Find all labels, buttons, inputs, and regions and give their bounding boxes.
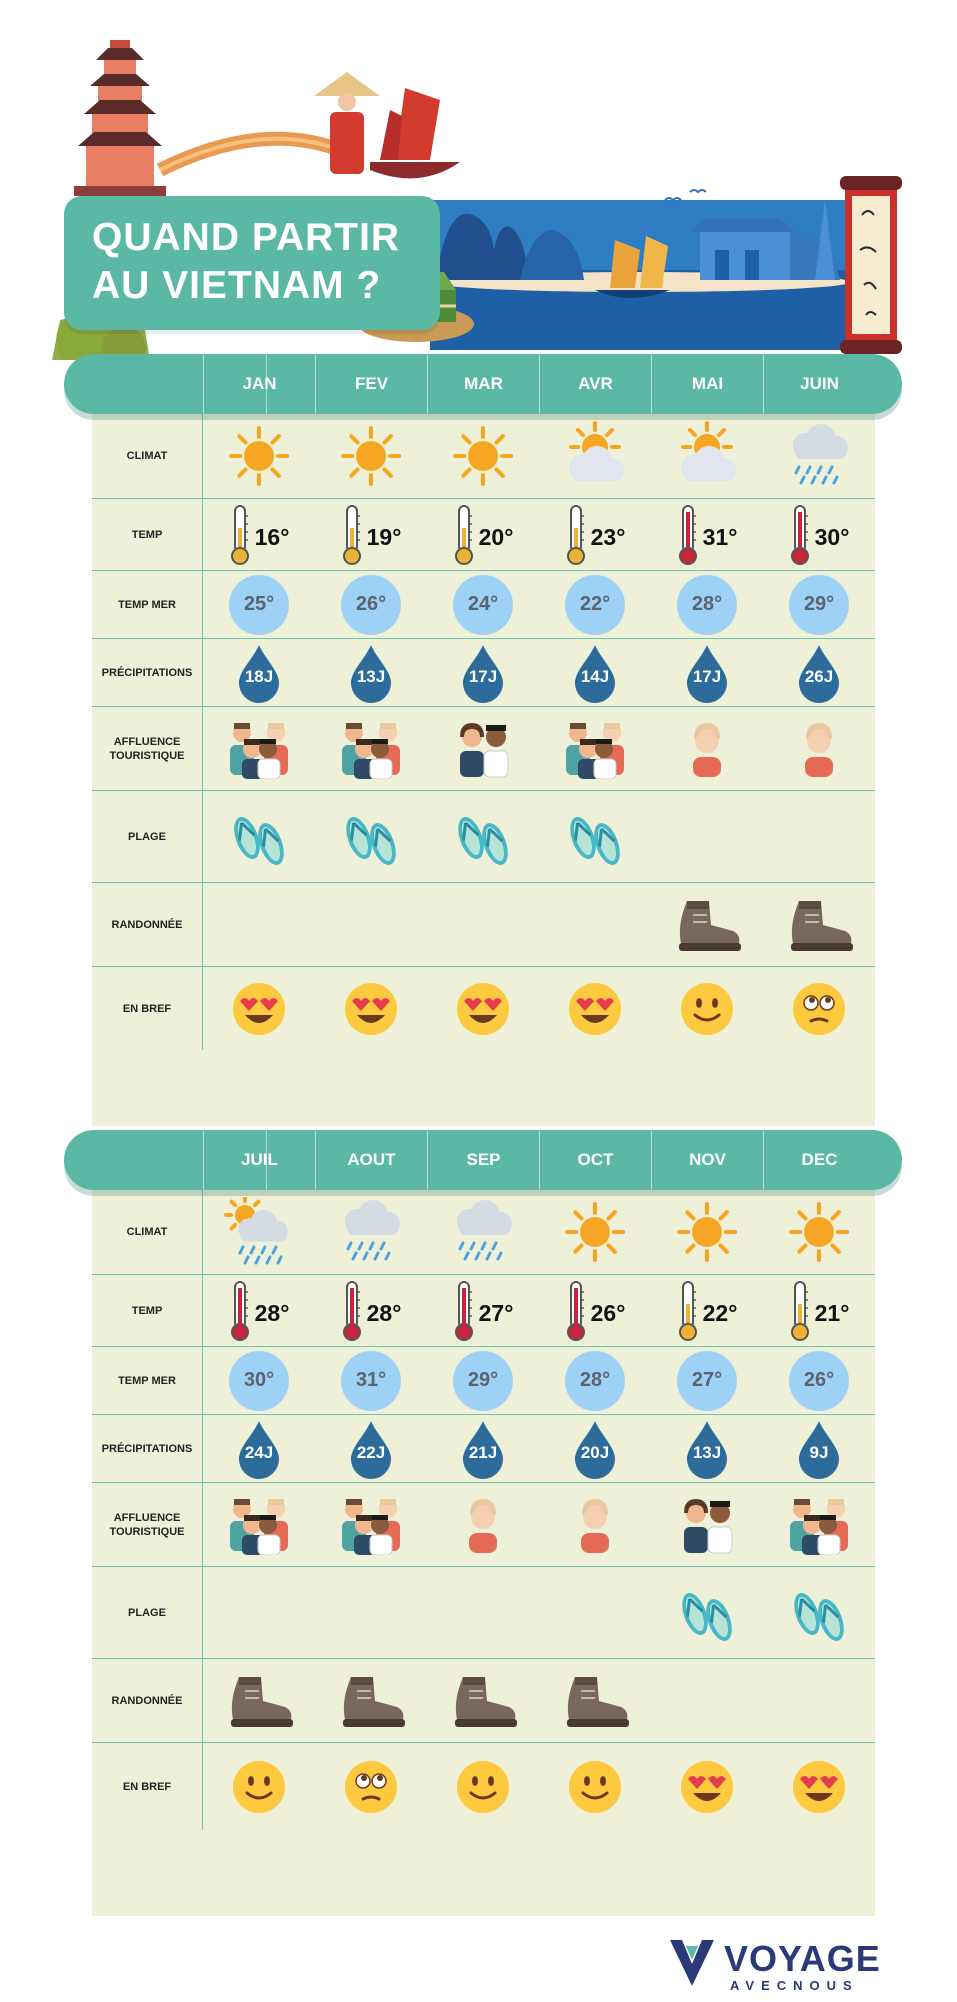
row-label [92, 707, 203, 790]
row-label-text: RANDONNÉE [111, 918, 183, 931]
raindrop-icon [571, 643, 619, 703]
sun-icon [784, 1197, 854, 1267]
cell [427, 1190, 539, 1274]
cell [651, 1743, 763, 1830]
flip-flops-icon [453, 804, 513, 870]
row-plage [92, 1566, 875, 1658]
cell [651, 639, 763, 706]
row-label-text: PRÉCIPITATIONS [101, 1442, 193, 1455]
cell [539, 1415, 651, 1482]
month-label: DEC [763, 1130, 875, 1190]
row-label-text: EN BREF [122, 1780, 172, 1793]
row-label [92, 1483, 203, 1566]
row-temp [92, 1274, 875, 1346]
sea-temperature-badge: 28° [565, 1351, 625, 1411]
cell [763, 967, 875, 1050]
cell [315, 1483, 427, 1566]
temperature-value: 31° [702, 524, 738, 550]
row-randonnee [92, 882, 875, 966]
cell [651, 1415, 763, 1482]
month-label: AVR [539, 354, 651, 414]
flip-flops-icon [565, 804, 625, 870]
month-label: OCT [539, 1130, 651, 1190]
cell [539, 639, 651, 706]
month-band-1 [64, 354, 902, 414]
weather-table-2 [92, 1160, 875, 1916]
row-cells [203, 967, 875, 1050]
row-en-bref [92, 966, 875, 1050]
cell [427, 883, 539, 966]
row-label [92, 1743, 203, 1830]
rain-days-value: 17J [692, 666, 722, 686]
couple-icon [672, 1495, 742, 1555]
row-climat [92, 1190, 875, 1274]
cell [539, 1659, 651, 1742]
hiking-boot-icon [669, 895, 745, 955]
cell [539, 1275, 651, 1346]
sea-temperature-badge: 26° [789, 1351, 849, 1411]
row-label [92, 1567, 203, 1658]
row-cells [203, 499, 875, 570]
smile-emoji-icon [677, 979, 737, 1039]
row-temp-mer [92, 570, 875, 638]
cell [539, 883, 651, 966]
sea-temperature-badge: 22° [565, 575, 625, 635]
row-cells [203, 707, 875, 790]
cell [539, 1483, 651, 1566]
cell [763, 1275, 875, 1346]
cell [315, 883, 427, 966]
temperature-value: 26° [590, 1300, 626, 1326]
row-label-text: AFFLUENCE [113, 735, 181, 748]
row-precipitations [92, 1414, 875, 1482]
logo-subtitle: AVECNOUS [730, 1978, 859, 1993]
row-label-text: PRÉCIPITATIONS [101, 666, 193, 679]
sun-icon [224, 421, 294, 491]
row-cells [203, 1190, 875, 1274]
crowd-icon [336, 1495, 406, 1555]
sun-icon [448, 421, 518, 491]
sun-cloud-icon [559, 421, 631, 491]
rain-cloud-icon [335, 1197, 407, 1267]
rain-cloud-icon [783, 421, 855, 491]
hiking-boot-icon [221, 1671, 297, 1731]
cell [539, 1190, 651, 1274]
row-label-text: TEMP MER [118, 598, 176, 611]
cell [763, 1659, 875, 1742]
month-label: MAI [651, 354, 763, 414]
thermometer-icon [789, 1280, 811, 1342]
cell [315, 1190, 427, 1274]
cell [315, 1415, 427, 1482]
cell [315, 1347, 427, 1414]
cell [203, 499, 315, 570]
cell [427, 499, 539, 570]
row-label-text: CLIMAT [126, 450, 168, 462]
temperature-value: 20° [478, 524, 514, 550]
cell [651, 414, 763, 498]
row-label [92, 791, 203, 882]
cell [203, 707, 315, 790]
row-cells [203, 1483, 875, 1566]
row-label [92, 1415, 203, 1482]
cell [315, 499, 427, 570]
cell [203, 967, 315, 1050]
crowd-icon [560, 719, 630, 779]
cell [427, 1415, 539, 1482]
thermometer-icon [341, 1280, 363, 1342]
row-affluence [92, 1482, 875, 1566]
sea-temperature-badge: 31° [341, 1351, 401, 1411]
single-person-icon [682, 719, 732, 779]
cell [315, 639, 427, 706]
cell [539, 1743, 651, 1830]
row-label [92, 414, 203, 498]
temperature-value: 28° [254, 1300, 290, 1326]
cell [539, 967, 651, 1050]
hiking-boot-icon [445, 1671, 521, 1731]
rain-cloud-icon [447, 1197, 519, 1267]
logo-mark-icon [668, 1938, 718, 1990]
temperature-value: 22° [702, 1300, 738, 1326]
rain-days-value: 13J [692, 1442, 722, 1462]
single-person-icon [570, 1495, 620, 1555]
sun-rain-icon [223, 1197, 295, 1267]
cell [427, 571, 539, 638]
cell [651, 571, 763, 638]
cell [315, 791, 427, 882]
sea-temperature-badge: 26° [341, 575, 401, 635]
row-label [92, 1190, 203, 1274]
raindrop-icon [459, 643, 507, 703]
sea-temperature-badge: 30° [229, 1351, 289, 1411]
cell [203, 1483, 315, 1566]
row-label [92, 967, 203, 1050]
crowd-icon [224, 1495, 294, 1555]
month-header-row-2 [203, 1130, 875, 1190]
cell [203, 639, 315, 706]
cell [203, 1567, 315, 1658]
single-person-icon [458, 1495, 508, 1555]
heart-eyes-emoji-icon [677, 1757, 737, 1817]
row-label-text: PLAGE [128, 1606, 166, 1619]
cell [203, 1190, 315, 1274]
heart-eyes-emoji-icon [229, 979, 289, 1039]
cell [651, 1659, 763, 1742]
raindrop-icon [459, 1419, 507, 1479]
row-precipitations [92, 638, 875, 706]
thermometer-icon [677, 504, 699, 566]
row-cells [203, 1659, 875, 1742]
rain-days-value: 26J [804, 666, 834, 686]
row-label-text: EN BREF [122, 1002, 172, 1015]
row-label-text: TEMP [131, 1304, 163, 1317]
cell [763, 499, 875, 570]
rain-days-value: 18J [244, 666, 274, 686]
row-cells [203, 1415, 875, 1482]
cell [315, 1567, 427, 1658]
raindrop-icon [683, 643, 731, 703]
logo-word: VOYAGE [724, 1938, 881, 1979]
rain-days-value: 17J [468, 666, 498, 686]
cell [427, 1743, 539, 1830]
temperature-value: 28° [366, 1300, 402, 1326]
sea-temperature-badge: 29° [789, 575, 849, 635]
thermometer-icon [341, 504, 363, 566]
row-cells [203, 571, 875, 638]
cell [427, 707, 539, 790]
cell [539, 707, 651, 790]
sea-temperature-badge: 24° [453, 575, 513, 635]
thermometer-icon [453, 1280, 475, 1342]
sea-temperature-badge: 28° [677, 575, 737, 635]
thermometer-icon [789, 504, 811, 566]
month-label: SEP [427, 1130, 539, 1190]
hiking-boot-icon [781, 895, 857, 955]
rain-days-value: 24J [244, 1442, 274, 1462]
raindrop-icon [795, 1419, 843, 1479]
row-cells [203, 791, 875, 882]
smile-emoji-icon [453, 1757, 513, 1817]
heart-eyes-emoji-icon [341, 979, 401, 1039]
row-cells [203, 1275, 875, 1346]
crowd-icon [784, 1495, 854, 1555]
row-cells [203, 639, 875, 706]
cell [203, 1659, 315, 1742]
month-label: JAN [203, 354, 315, 414]
month-label: MAR [427, 354, 539, 414]
thermometer-icon [229, 1280, 251, 1342]
heart-eyes-emoji-icon [789, 1757, 849, 1817]
cell [763, 883, 875, 966]
sun-icon [560, 1197, 630, 1267]
cell [763, 1483, 875, 1566]
cell [315, 1743, 427, 1830]
cell [763, 791, 875, 882]
sea-temperature-badge: 27° [677, 1351, 737, 1411]
thermometer-icon [677, 1280, 699, 1342]
flip-flops-icon [789, 1580, 849, 1646]
month-label: FEV [315, 354, 427, 414]
cell [315, 967, 427, 1050]
temperature-value: 19° [366, 524, 402, 550]
row-label-text: RANDONNÉE [111, 1694, 183, 1707]
cell [315, 571, 427, 638]
cell [763, 707, 875, 790]
cell [763, 1567, 875, 1658]
row-cells [203, 1347, 875, 1414]
row-label [92, 1347, 203, 1414]
hiking-boot-icon [333, 1671, 409, 1731]
rain-days-value: 14J [580, 666, 610, 686]
month-band-2 [64, 1130, 902, 1190]
cell [651, 1347, 763, 1414]
row-label-text: CLIMAT [126, 1226, 168, 1238]
flip-flops-icon [229, 804, 289, 870]
title-line-1: QUAND PARTIR [92, 216, 401, 259]
row-climat [92, 414, 875, 498]
sun-icon [336, 421, 406, 491]
temperature-value: 30° [814, 524, 850, 550]
cell [539, 414, 651, 498]
row-label [92, 1275, 203, 1346]
cell [203, 414, 315, 498]
thermometer-icon [229, 504, 251, 566]
raindrop-icon [683, 1419, 731, 1479]
cell [651, 883, 763, 966]
title-box [64, 196, 440, 330]
cell [763, 1347, 875, 1414]
hiking-boot-icon [557, 1671, 633, 1731]
single-person-icon [794, 719, 844, 779]
cell [427, 1659, 539, 1742]
thermometer-icon [565, 1280, 587, 1342]
thinking-emoji-icon [341, 1757, 401, 1817]
row-plage [92, 790, 875, 882]
row-label-text: TOURISTIQUE [109, 749, 185, 762]
rain-days-value: 22J [356, 1442, 386, 1462]
row-label-text: TOURISTIQUE [109, 1525, 185, 1538]
cell [651, 791, 763, 882]
rain-days-value: 13J [356, 666, 386, 686]
cell [315, 1659, 427, 1742]
cell [539, 791, 651, 882]
row-temp-mer [92, 1346, 875, 1414]
cell [651, 1190, 763, 1274]
thermometer-icon [453, 504, 475, 566]
cell [315, 707, 427, 790]
rain-days-value: 20J [580, 1442, 610, 1462]
cell [427, 967, 539, 1050]
temperature-value: 21° [814, 1300, 850, 1326]
cell [427, 1567, 539, 1658]
voyage-avecnous-logo [668, 1938, 888, 1994]
crowd-icon [336, 719, 406, 779]
raindrop-icon [571, 1419, 619, 1479]
smile-emoji-icon [565, 1757, 625, 1817]
cell [203, 791, 315, 882]
row-label-text: PLAGE [128, 830, 166, 843]
row-affluence [92, 706, 875, 790]
row-label [92, 1659, 203, 1742]
cell [763, 571, 875, 638]
row-randonnee [92, 1658, 875, 1742]
flip-flops-icon [341, 804, 401, 870]
month-label: JUIN [763, 354, 875, 414]
cell [763, 1190, 875, 1274]
cell [651, 1567, 763, 1658]
cell [763, 1743, 875, 1830]
row-label-text: TEMP MER [118, 1374, 176, 1387]
sea-temperature-badge: 25° [229, 575, 289, 635]
sea-temperature-badge: 29° [453, 1351, 513, 1411]
cell [427, 1483, 539, 1566]
cell [651, 499, 763, 570]
heart-eyes-emoji-icon [565, 979, 625, 1039]
cell [427, 414, 539, 498]
cell [315, 414, 427, 498]
row-label [92, 883, 203, 966]
flip-flops-icon [677, 1580, 737, 1646]
raindrop-icon [235, 643, 283, 703]
rain-days-value: 9J [809, 1442, 829, 1462]
heart-eyes-emoji-icon [453, 979, 513, 1039]
cell [763, 414, 875, 498]
cell [539, 1347, 651, 1414]
cell [651, 1483, 763, 1566]
cell [539, 1567, 651, 1658]
raindrop-icon [235, 1419, 283, 1479]
cell [651, 967, 763, 1050]
row-cells [203, 1567, 875, 1658]
cell [763, 639, 875, 706]
row-en-bref [92, 1742, 875, 1830]
temperature-value: 16° [254, 524, 290, 550]
raindrop-icon [347, 643, 395, 703]
cell [427, 639, 539, 706]
row-label [92, 571, 203, 638]
raindrop-icon [347, 1419, 395, 1479]
cell [203, 883, 315, 966]
temperature-value: 27° [478, 1300, 514, 1326]
row-label [92, 639, 203, 706]
couple-icon [448, 719, 518, 779]
cell [203, 1347, 315, 1414]
month-header-row-1 [203, 354, 875, 414]
month-label: NOV [651, 1130, 763, 1190]
cell [539, 499, 651, 570]
cell [203, 1743, 315, 1830]
rain-days-value: 21J [468, 1442, 498, 1462]
cell [763, 1415, 875, 1482]
row-label [92, 499, 203, 570]
cell [203, 571, 315, 638]
header-illustration [0, 0, 957, 360]
smile-emoji-icon [229, 1757, 289, 1817]
cell [315, 1275, 427, 1346]
cell [427, 1347, 539, 1414]
thermometer-icon [565, 504, 587, 566]
row-label-text: TEMP [131, 528, 163, 541]
temperature-value: 23° [590, 524, 626, 550]
thinking-emoji-icon [789, 979, 849, 1039]
row-cells [203, 414, 875, 498]
row-cells [203, 883, 875, 966]
weather-table-1 [92, 384, 875, 1126]
cell [539, 571, 651, 638]
row-label-text: AFFLUENCE [113, 1511, 181, 1524]
crowd-icon [224, 719, 294, 779]
month-label: AOUT [315, 1130, 427, 1190]
cell [203, 1275, 315, 1346]
cell [427, 791, 539, 882]
cell [203, 1415, 315, 1482]
row-cells [203, 1743, 875, 1830]
cell [427, 1275, 539, 1346]
cell [651, 707, 763, 790]
month-label: JUIL [203, 1130, 315, 1190]
sun-icon [672, 1197, 742, 1267]
title-line-2: AU VIETNAM ? [92, 264, 382, 307]
raindrop-icon [795, 643, 843, 703]
sun-cloud-icon [671, 421, 743, 491]
row-temp [92, 498, 875, 570]
cell [651, 1275, 763, 1346]
